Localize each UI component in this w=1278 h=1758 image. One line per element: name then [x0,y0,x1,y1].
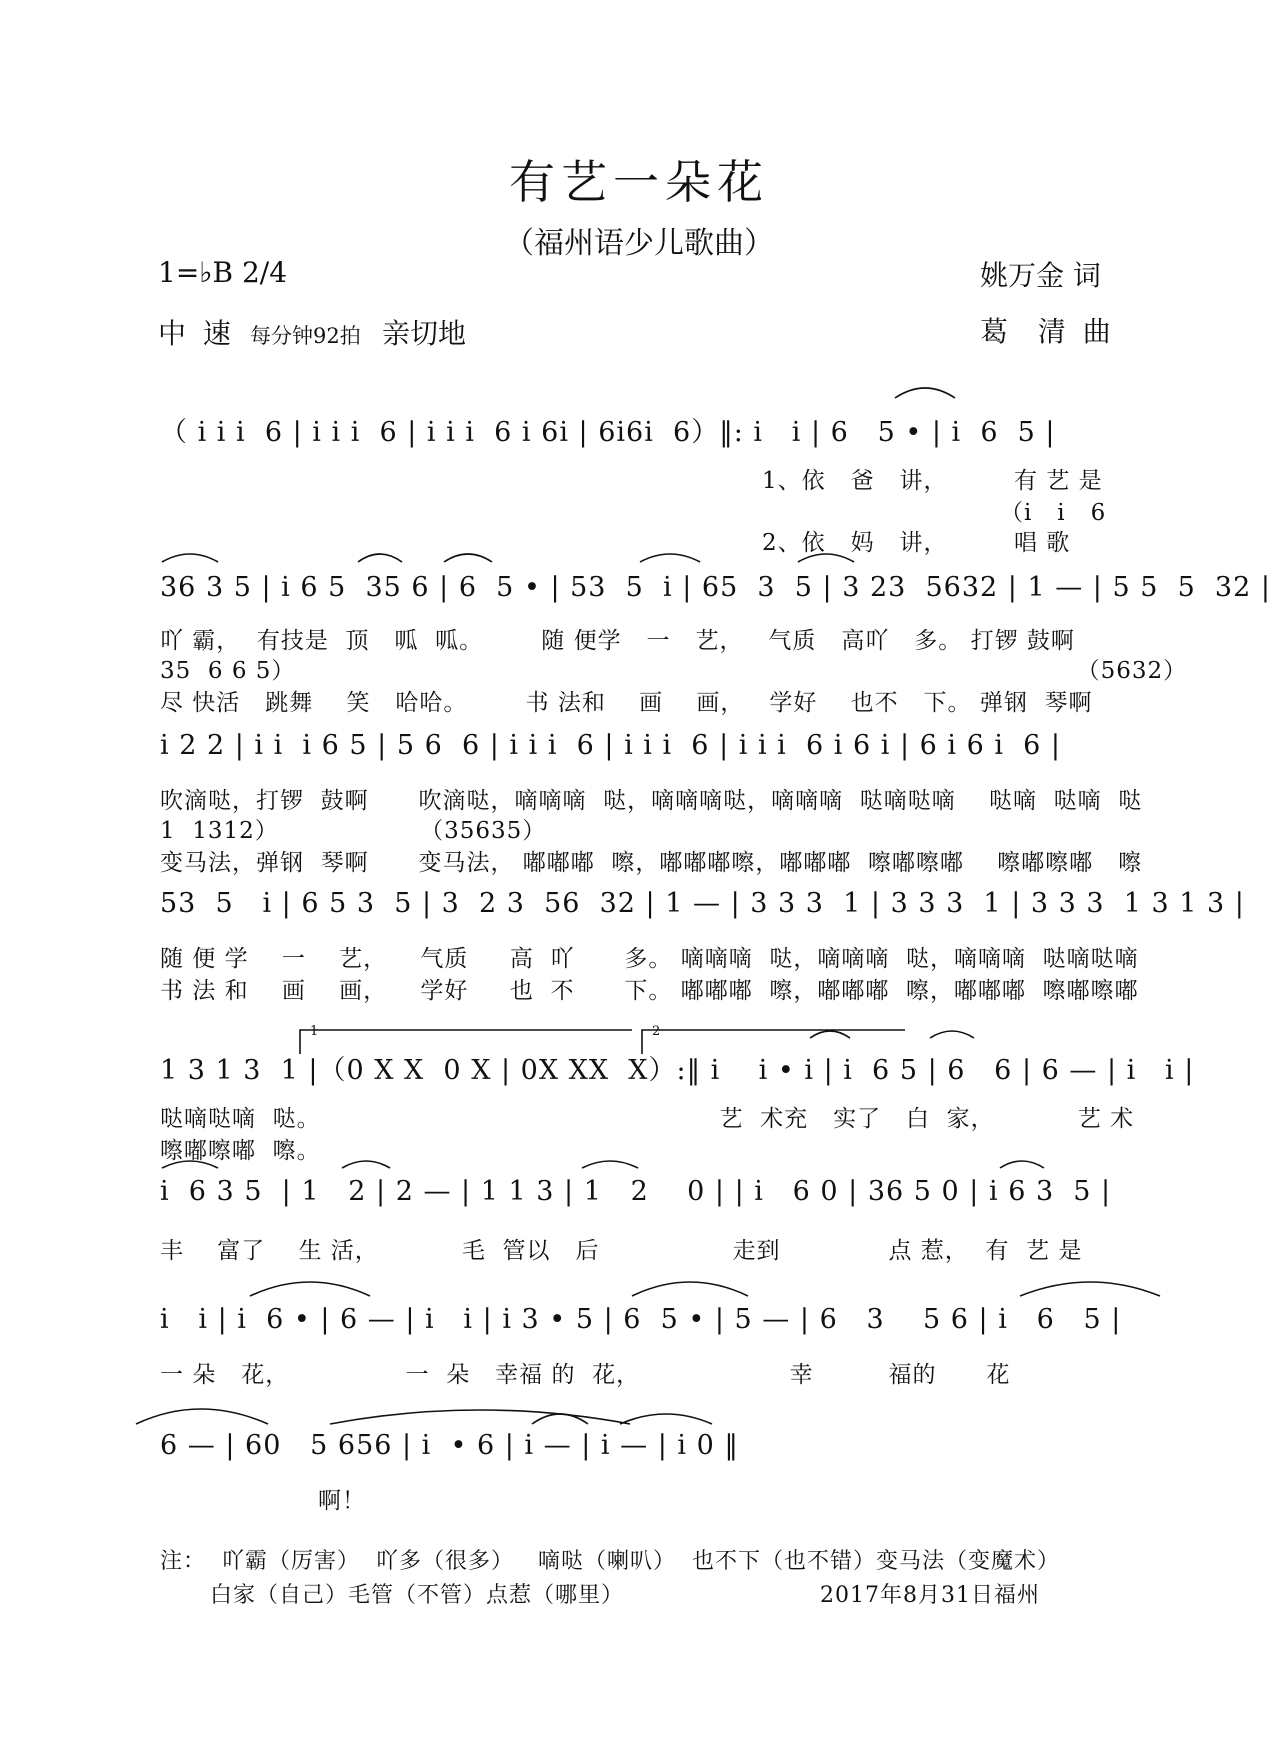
slur-line-2-d [640,554,700,562]
score-line-5: 1 3 1 3 1 |（0 X X 0 X | 0X XX X）:‖ i i • i | i 6 5 | 6 6 | 6 — | i i | [160,1055,1195,1086]
lyrics-line-5-verse-2: 嚓嘟嚓嘟 嚓。 [160,1138,321,1164]
slur-line-1 [895,388,955,398]
lyrics-line-5-verse-1: 哒嘀哒嘀 哒。 艺 术充 实了 白 家， 艺 术 [160,1106,1135,1132]
slur-line-2-b [358,554,402,562]
tempo-word: 中 速 [158,317,235,350]
alt-notes-line-3: 1 1312） （35635） [160,818,547,844]
key-signature: 1=♭B 2/4 [158,256,288,289]
notes-date: 2017年8月31日福州 [820,1583,1040,1608]
lyrics-line-4-verse-1: 随 便 学 一 艺， 气质 高 吖 多。 嘀嘀嘀 哒，嘀嘀嘀 哒，嘀嘀嘀 哒嘀哒嘀 [160,946,1139,972]
lyrics-line-3-verse-1: 吹滴哒，打锣 鼓啊 吹滴哒，嘀嘀嘀 哒，嘀嘀嘀哒，嘀嘀嘀 哒嘀哒嘀 哒嘀 哒嘀 哒 [160,788,1143,814]
lyrics-line-3-verse-2: 变马法，弹钢 琴啊 变马法， 嘟嘟嘟 嚓，嘟嘟嘟嚓，嘟嘟嘟 嚓嘟嚓嘟 嚓嘟嚓嘟 嚓 [160,850,1143,876]
slur-line-2-e [798,554,854,562]
notes-line-2: 白家（自己）毛管（不管）点惹（哪里） [210,1583,625,1608]
lyrics-line-2-verse-2: 尽 快活 跳舞 笑 哈哈。 书 法和 画 画， 学好 也不 下。 弹钢 琴啊 [160,690,1093,716]
volta-1-label: 1 [310,1024,319,1039]
lyricist: 姚万金 词 [980,259,1101,292]
slur-line-8-d [620,1414,712,1424]
score-line-7: i i | i 6 • | 6 — | i i | i 3 • 5 | 6 5 • | 5 — | 6 3 5 6 | i 6 5 | [160,1304,1122,1335]
score-line-8: 6 — | 60 5 656 | i • 6 | i — | i — | i 0 ‖ [160,1430,739,1461]
slur-line-2-c [444,554,492,562]
slur-line-6-a [162,1161,218,1168]
lyrics-line-8: 啊！ [318,1488,366,1514]
slur-line-5-b [930,1031,974,1038]
lyrics-line-1-verse-1: 1、依 爸 讲， 有 艺 是 [762,468,1103,494]
song-title: 有艺一朵花 [509,155,769,209]
lyrics-line-6: 丰 富了 生 活， 毛 管以 后 走到 点 惹， 有 艺 是 [160,1238,1083,1264]
slur-line-5-a [810,1031,850,1038]
slur-line-6-b [342,1161,390,1168]
score-line-3: i 2 2 | i i i 6 5 | 5 6 6 | i i i 6 | i i i 6 | i i i 6 i 6 i | 6 i 6 i 6 | [160,730,1062,761]
alt-notes-line-2: 35 6 6 5） （5632） [160,658,1188,684]
score-line-6: i 6 3 5 | 1 2 | 2 — | 1 1 3 | 1 2 0 | | i 6 0 | 36 5 0 | i 6 3 5 | [160,1176,1112,1207]
slur-line-7-a [250,1282,370,1296]
lyrics-line-1-verse-2: 2、依 妈 讲， 唱 歌 [762,530,1071,556]
volta-1-bracket [300,1030,632,1054]
slur-line-6-c [582,1161,638,1168]
score-line-4: 53 5 i | 6 5 3 5 | 3 2 3 56 32 | 1 — | 3 3 3 1 | 3 3 3 1 | 3 3 3 1 3 1 3 | [160,888,1245,919]
lyrics-line-7: 一 朵 花， 一 朵 幸福 的 花， 幸 福的 花 [160,1362,1011,1388]
volta-2-label: 2 [652,1024,661,1039]
score-line-2: 36 3 5 | i 6 5 35 6 | 6 5 • | 53 5 i | 65 3 5 | 3 23 5632 | 1 — | 5 5 5 32 | [160,572,1271,603]
volta-2-bracket [642,1030,905,1054]
tempo-bpm: 每分钟92拍 [250,324,361,348]
slur-line-6-d [1000,1161,1044,1168]
lyrics-line-2-verse-1: 吖 霸， 有技是 顶 呱 呱。 随 便学 一 艺， 气质 高吖 多。 打锣 鼓啊 [160,628,1075,654]
slur-line-7-c [1020,1282,1160,1296]
alt-notes-line-1: （i i 6 [1000,500,1107,526]
song-subtitle: （福州语少儿歌曲） [504,226,774,261]
lyrics-line-4-verse-2: 书 法 和 画 画， 学好 也 不 下。 嘟嘟嘟 嚓，嘟嘟嘟 嚓，嘟嘟嘟 嚓嘟嚓嘟 [160,978,1139,1004]
composer: 葛 清 曲 [980,315,1115,348]
score-line-1: （ i i i 6 | i i i 6 | i i i 6 i 6i | 6i6i 6）‖: i i | 6 5 • | i 6 5 | [160,417,1056,448]
expression-mark: 亲切地 [382,317,467,350]
slur-line-2-a [162,554,218,562]
slur-line-8-a [136,1409,268,1424]
slur-line-7-b [632,1282,748,1296]
notes-line-1: 注： 吖霸（厉害） 吖多（很多） 嘀哒（喇叭） 也不下（也不错）变马法（变魔术） [160,1549,1060,1574]
